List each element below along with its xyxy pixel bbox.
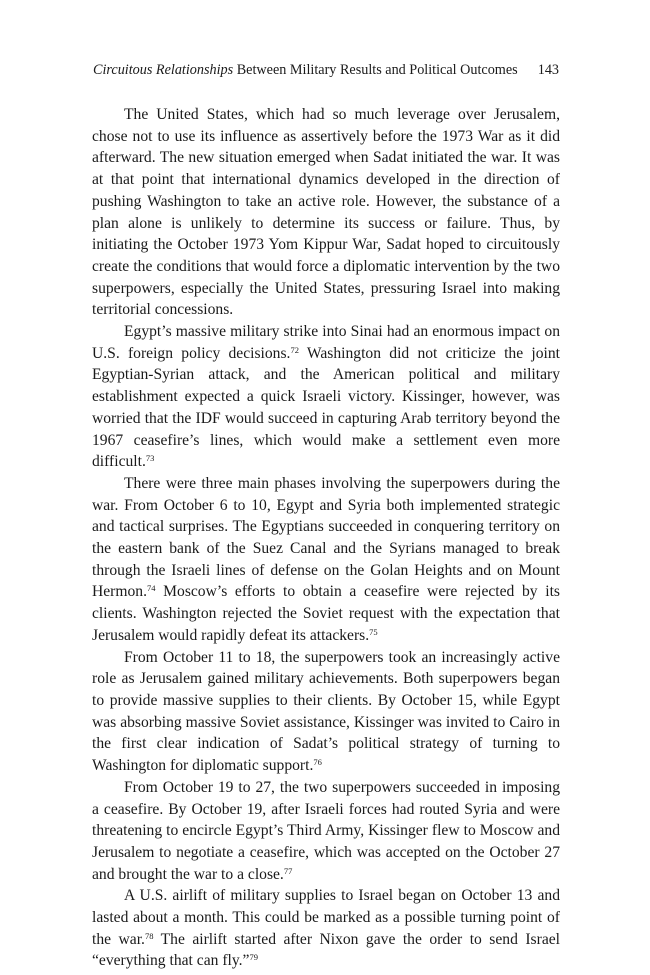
paragraph-text: There were three main phases involving the superpowers during the war. From October 6 to 10, Egypt and Syria both implemented strategic and tactical surprises. The Egyptians succeeded in conquering territory on the eastern bank of the Suez Canal and the Syrians managed to break through the Israeli lines of defense on the Golan Heights and on Mount Hermon.: [92, 474, 560, 601]
running-header-title-italic: Circuitous Relationships: [93, 62, 234, 78]
paragraph-text: The United States, which had so much leverage over Jerusalem, chose not to use its influence as assertively before the 1973 War as it did afterward. The new situation emerged when Sadat initiated the war. It was at that point that international dynamics developed in the direction of pushing Washington to take an active role. However, the substance of a plan alone is unlikely to determine its success or failure. Thus, by initiating the October 1973 Yom Kippur War, Sadat hoped to circuitously create the conditions that would force a diplomatic intervention by the two superpowers, especially the United States, pressuring Israel into making territorial concessions.: [92, 106, 560, 319]
paragraph-text: A U.S. airlift of military supplies to Israel began on October 13 and lasted about a month. This could be marked as a possible turning point of the war.: [92, 887, 560, 948]
paragraph-text: From October 19 to 27, the two superpowers succeeded in imposing a ceasefire. By October 19, after Israeli forces had routed Syria and were threatening to encircle Egypt’s Third Army, Kissinger flew to Moscow and Jerusalem to negotiate a ceasefire, which was accepted on the October 27 and brought the war to a close.: [92, 778, 560, 883]
paragraph-text: Washington did not criticize the joint Egyptian-Syrian attack, and the American political and military establishment expected a quick Israeli victory. Kissinger, however, was worried that the IDF would succeed in capturing Arab territory beyond the 1967 ceasefire’s lines, which would make a settlement even more difficult.: [92, 344, 560, 471]
footnote-ref-72[interactable]: 72: [290, 344, 299, 355]
running-header: [93, 59, 559, 81]
footnote-ref-77[interactable]: 77: [283, 865, 293, 876]
paragraph-2: [92, 321, 560, 473]
footnote-ref-79[interactable]: 79: [249, 952, 258, 963]
footnote-ref-76[interactable]: 76: [313, 757, 322, 768]
paragraph-5: [92, 777, 560, 886]
page-number: 143: [537, 62, 559, 78]
footnote-ref-73[interactable]: 73: [145, 453, 155, 464]
body-text: [92, 104, 560, 972]
paragraph-3: [92, 473, 560, 647]
paragraph-text: From October 11 to 18, the superpowers took an increasingly active role as Jerusalem gained military achievements. Both superpowers began to provide massive supplies to their clients. By October 15, while Egypt was absorbing massive Soviet assistance, Kissinger was invited to Cairo in the first clear indication of Sadat’s political strategy of turning to Washington for diplomatic support.: [92, 648, 560, 775]
paragraph-text: The airlift started after Nixon gave the order to send Israel “everything that can fly.”: [92, 930, 560, 970]
footnote-ref-78[interactable]: 78: [144, 930, 154, 941]
footnote-ref-75[interactable]: 75: [369, 626, 378, 637]
paragraph-text: Egypt’s massive military strike into Sinai had an enormous impact on U.S. foreign policy decisions.: [92, 323, 560, 362]
paragraph-4: [92, 647, 560, 777]
footnote-ref-74[interactable]: 74: [147, 583, 156, 594]
paragraph-1: [92, 104, 560, 321]
paragraph-text: Moscow’s efforts to obtain a ceasefire were rejected by its clients. Washington rejected the Soviet request with the expectation that Jerusalem would rapidly defeat its attackers.: [92, 583, 560, 644]
paragraph-6: [92, 885, 560, 972]
running-header-title-rest: Between Military Results and Political Outcomes: [233, 62, 518, 78]
running-header-title: [93, 59, 518, 81]
